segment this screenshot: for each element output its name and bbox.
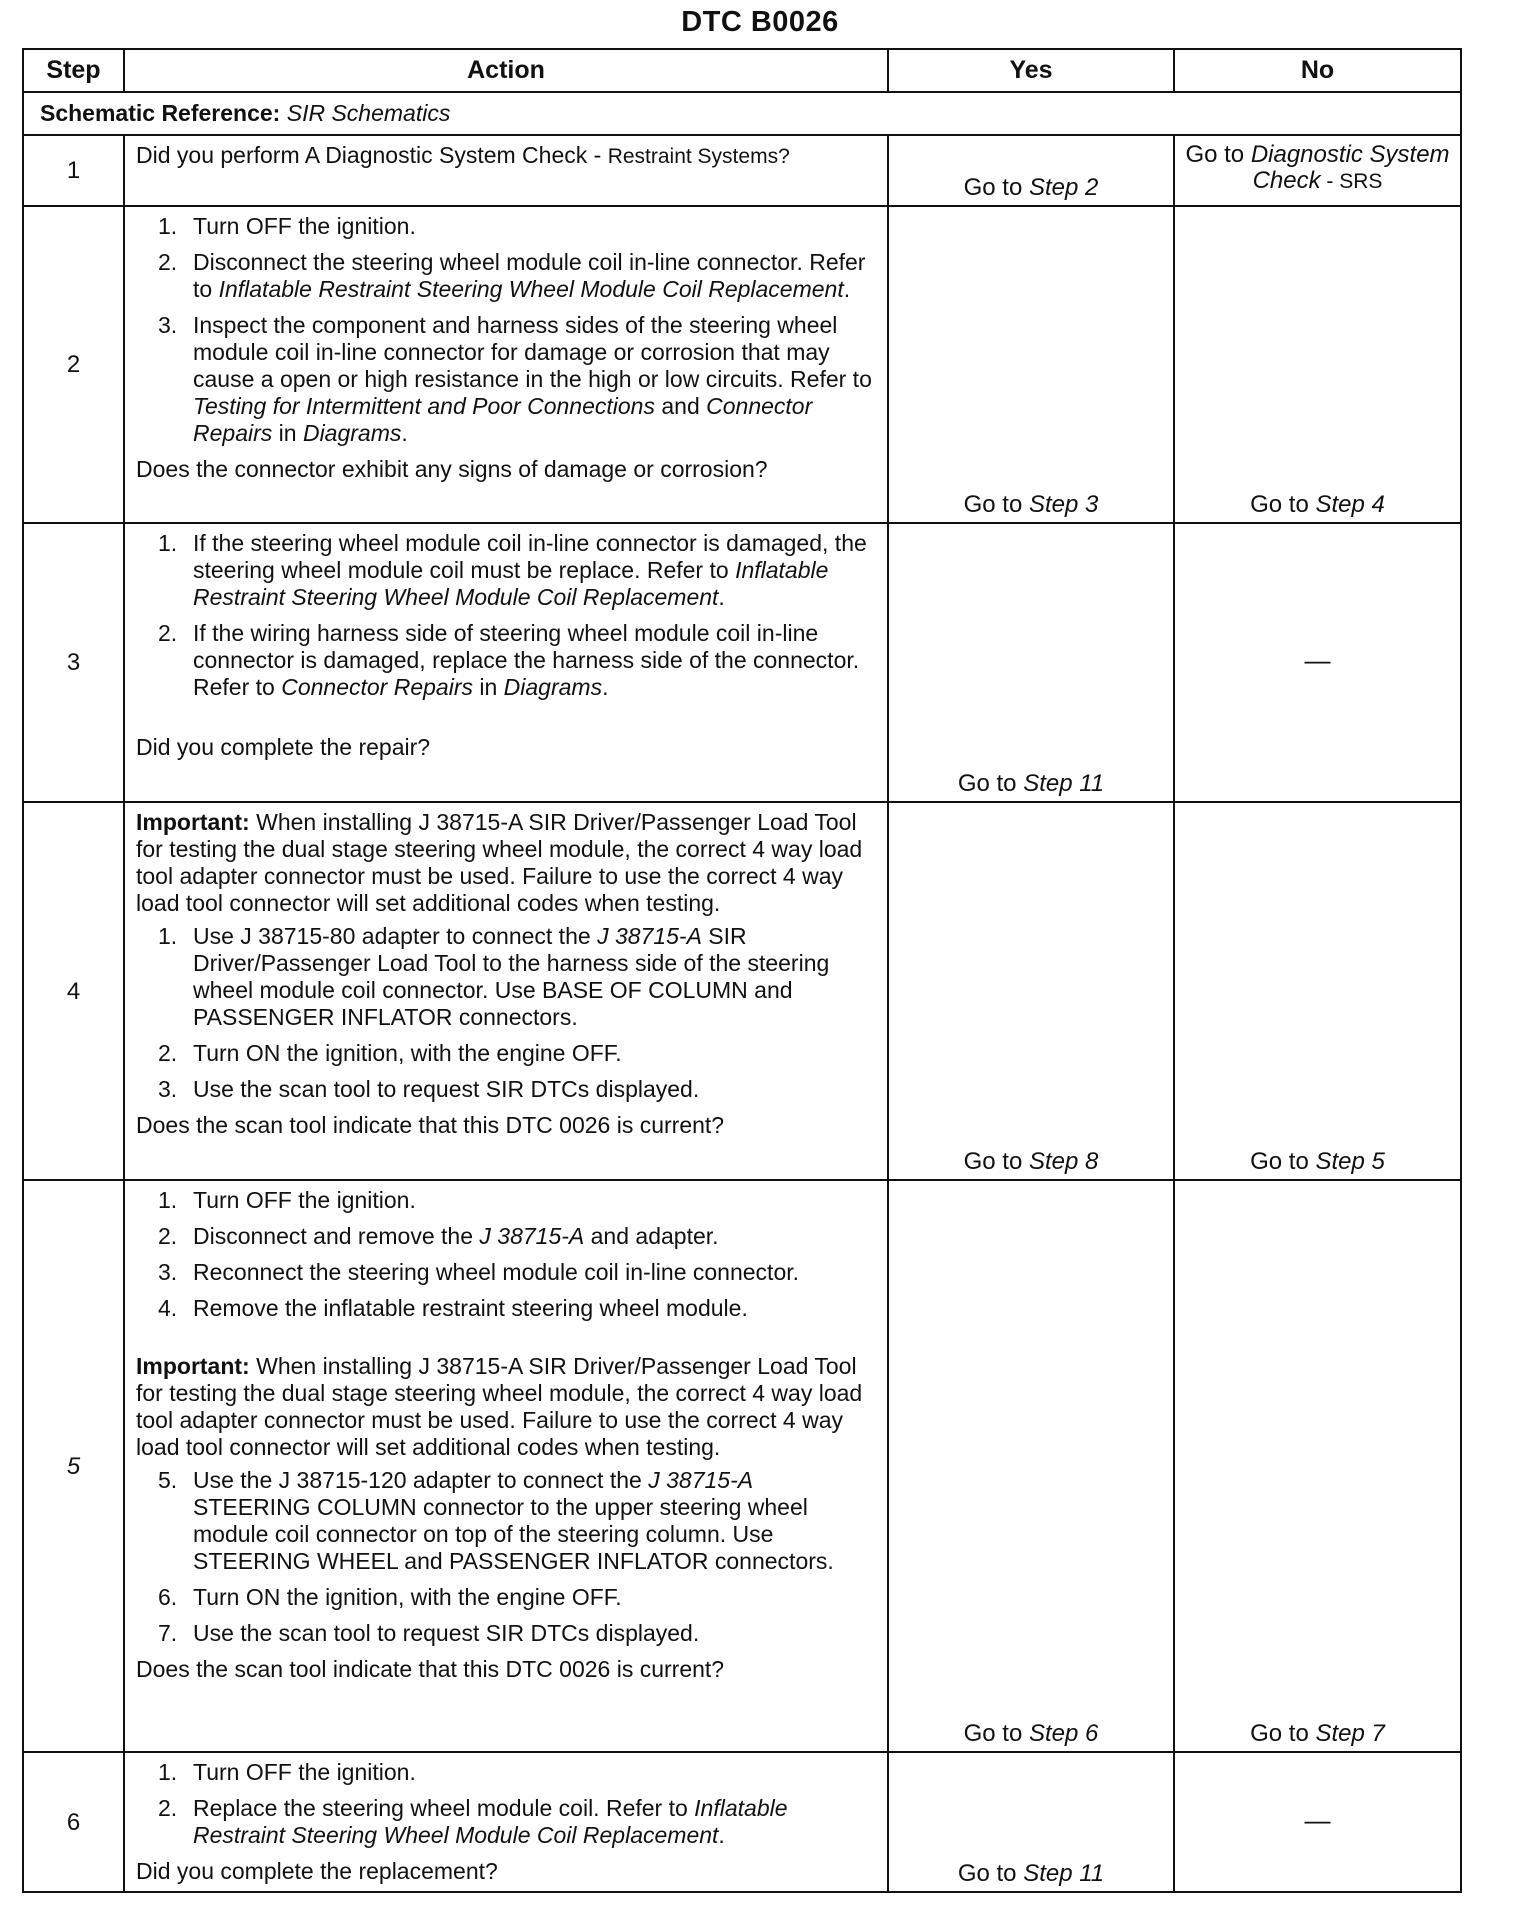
item-number: 6. — [158, 1584, 178, 1610]
item-end: . — [843, 276, 851, 302]
item-number: 1. — [158, 213, 178, 239]
item-text: Use the J 38715-120 adapter to connect the — [193, 1467, 649, 1493]
important-label: Important: — [136, 809, 250, 835]
header-no: No — [1174, 49, 1461, 92]
item-text: Use J 38715-80 adapter to connect the — [193, 923, 598, 949]
item-end: and adapter. — [584, 1223, 719, 1249]
no-prefix: Go to — [1185, 141, 1251, 168]
item-end: SIR Driver/Passenger Load Tool to the harness side of the steering wheel module coil connector. Use BASE OF COLUMN and PASSENGER INFLATOR connectors. — [193, 923, 830, 1030]
instruction-list — [136, 1187, 877, 1322]
item-number: 1. — [158, 530, 178, 556]
instruction-list — [136, 1467, 877, 1647]
list-item — [136, 1223, 877, 1250]
question-text: Did you perform A Diagnostic System Check - — [136, 142, 608, 168]
no-cell[interactable] — [1174, 135, 1461, 206]
item-number: 4. — [158, 1295, 178, 1321]
yes-cell[interactable] — [888, 1752, 1174, 1892]
schematic-row — [23, 92, 1461, 135]
list-item — [136, 1295, 877, 1322]
yes-link[interactable]: Step 3 — [1028, 491, 1099, 518]
item-text: Turn ON the ignition, with the engine OFF. — [193, 1584, 622, 1610]
list-item — [136, 1187, 877, 1214]
list-item — [136, 1467, 877, 1575]
list-item — [136, 312, 877, 447]
important-text: When installing J 38715-A SIR Driver/Passenger Load Tool for testing the dual stage steering wheel module, the correct 4 way load tool adapter connector must be used. Failure to use the correct 4 way load tool connector will set additional codes when testing. — [136, 1353, 863, 1460]
spacer — [136, 710, 877, 732]
step-number: 2 — [23, 206, 124, 523]
item-number: 1. — [158, 1187, 178, 1213]
no-cell: — — [1174, 1752, 1461, 1892]
list-item — [136, 1040, 877, 1067]
yes-prefix: Go to — [957, 770, 1024, 797]
reference-link[interactable]: Connector Repairs — [281, 674, 473, 700]
instruction-list — [136, 213, 877, 447]
schematic-label: Schematic Reference: — [40, 100, 281, 126]
list-item — [136, 1795, 877, 1849]
no-cell[interactable] — [1174, 206, 1461, 523]
header-action: Action — [124, 49, 888, 92]
yes-prefix: Go to — [963, 491, 1029, 518]
header-yes: Yes — [888, 49, 1174, 92]
item-text: in — [272, 420, 303, 446]
yes-link[interactable]: Step 11 — [1023, 770, 1105, 797]
table-row — [23, 1180, 1461, 1752]
item-text: Turn OFF the ignition. — [193, 1759, 416, 1785]
yes-link[interactable]: Step 8 — [1028, 1148, 1099, 1175]
important-label: Important: — [136, 1353, 250, 1379]
step-number: 4 — [23, 802, 124, 1180]
table-row — [23, 802, 1461, 1180]
reference-link[interactable]: Inflatable Restraint Steering Wheel Module Coil Replacement — [193, 1795, 788, 1848]
question: Does the scan tool indicate that this DTC 0026 is current? — [136, 1656, 725, 1682]
reference-link[interactable]: J 38715-A — [597, 923, 702, 949]
no-link[interactable]: Step 7 — [1315, 1720, 1385, 1747]
no-link[interactable]: Step 5 — [1315, 1148, 1385, 1175]
item-text: Use the scan tool to request SIR DTCs displayed. — [193, 1620, 700, 1646]
item-number: 3. — [158, 1259, 178, 1285]
table-row — [23, 135, 1461, 206]
no-prefix: Go to — [1250, 491, 1316, 518]
item-text: Disconnect the steering wheel module coil in-line connector. Refer to — [193, 249, 866, 302]
no-suffix: - SRS — [1320, 170, 1383, 193]
item-number: 2. — [158, 620, 178, 646]
no-cell[interactable] — [1174, 802, 1461, 1180]
question: Did you complete the repair? — [136, 734, 431, 760]
header-step: Step — [23, 49, 124, 92]
schematic-link[interactable]: SIR Schematics — [286, 100, 451, 126]
item-end: . — [602, 674, 609, 700]
item-text: If the wiring harness side of steering wheel module coil in-line connector is damaged, replace the harness side of the connector. Refer to — [193, 620, 860, 700]
item-number: 2. — [158, 1795, 178, 1821]
table-row — [23, 1752, 1461, 1892]
question — [136, 142, 877, 170]
item-number: 2. — [158, 249, 178, 275]
spacer — [136, 1331, 877, 1353]
yes-cell[interactable] — [888, 206, 1174, 523]
item-end: . — [718, 1822, 725, 1848]
yes-link[interactable]: Step 11 — [1023, 1860, 1105, 1887]
no-link[interactable]: Step 4 — [1315, 491, 1385, 518]
question: Does the connector exhibit any signs of damage or corrosion? — [136, 456, 768, 482]
reference-link[interactable]: J 38715-A — [479, 1223, 585, 1249]
list-item — [136, 213, 877, 240]
list-item — [136, 1259, 877, 1286]
action-cell — [124, 523, 888, 802]
item-number: 2. — [158, 1223, 178, 1249]
table-row — [23, 206, 1461, 523]
important-note — [136, 1353, 877, 1461]
instruction-list — [136, 923, 877, 1103]
no-cell: — — [1174, 523, 1461, 802]
question-text-tail: Restraint Systems? — [607, 145, 790, 168]
item-number: 1. — [158, 923, 178, 949]
reference-link[interactable]: J 38715-A — [648, 1467, 754, 1493]
item-number: 5. — [158, 1467, 178, 1493]
item-text: Replace the steering wheel module coil. Refer to — [193, 1795, 695, 1821]
item-text: in — [472, 674, 504, 700]
list-item — [136, 530, 877, 611]
reference-link[interactable]: Inflatable Restraint Steering Wheel Module Coil Replacement — [218, 276, 844, 302]
header-row — [23, 49, 1461, 92]
item-number: 3. — [158, 1076, 178, 1102]
step-number: 1 — [23, 135, 124, 206]
item-number: 3. — [158, 312, 178, 338]
important-note — [136, 809, 877, 917]
no-link[interactable]: Diagnostic System Check — [1250, 141, 1450, 194]
list-item — [136, 923, 877, 1031]
action-cell — [124, 1752, 888, 1892]
important-text: When installing J 38715-A SIR Driver/Passenger Load Tool for testing the dual stage steering wheel module, the correct 4 way load tool adapter connector must be used. Failure to use the correct 4 way load tool connector will set additional codes when testing. — [136, 809, 863, 916]
list-item — [136, 1584, 877, 1611]
step-number: 5 — [23, 1180, 124, 1752]
yes-prefix: Go to — [963, 1148, 1029, 1175]
diagnostic-table — [22, 48, 1462, 1893]
reference-link[interactable]: Diagrams — [503, 674, 603, 700]
yes-link[interactable]: Step 6 — [1028, 1720, 1099, 1747]
list-item — [136, 1759, 877, 1786]
item-text: Disconnect and remove the — [193, 1223, 480, 1249]
table-row — [23, 523, 1461, 802]
item-end: . — [401, 420, 408, 446]
item-text: Reconnect the steering wheel module coil in-line connector. — [193, 1259, 800, 1285]
schematic-reference — [23, 92, 1461, 135]
item-end: STEERING COLUMN connector to the upper steering wheel module coil connector on top of the steering column. Use STEERING WHEEL and PASSENGER INFLATOR connectors. — [193, 1494, 834, 1574]
list-item — [136, 620, 877, 701]
no-cell[interactable] — [1174, 1180, 1461, 1752]
no-prefix: Go to — [1250, 1720, 1316, 1747]
yes-prefix: Go to — [963, 1720, 1029, 1747]
item-number: 7. — [158, 1620, 178, 1646]
instruction-list — [136, 1759, 877, 1849]
item-text: Turn OFF the ignition. — [193, 213, 416, 239]
yes-cell[interactable] — [888, 135, 1174, 206]
question: Did you complete the replacement? — [136, 1858, 498, 1884]
step-number: 6 — [23, 1752, 124, 1892]
yes-cell[interactable] — [888, 523, 1174, 802]
yes-cell[interactable] — [888, 802, 1174, 1180]
item-number: 1. — [158, 1759, 178, 1785]
no-prefix: Go to — [1250, 1148, 1316, 1175]
instruction-list — [136, 530, 877, 701]
yes-prefix: Go to — [963, 174, 1029, 201]
yes-prefix: Go to — [957, 1860, 1024, 1887]
step-number: 3 — [23, 523, 124, 802]
reference-link[interactable]: Connector Repairs — [193, 393, 813, 446]
action-cell — [124, 206, 888, 523]
list-item — [136, 1620, 877, 1647]
page-title: DTC B0026 — [681, 6, 839, 38]
action-cell — [124, 1180, 888, 1752]
item-text: If the steering wheel module coil in-line connector is damaged, the steering wheel module coil must be replace. Refer to — [193, 530, 867, 583]
question: Does the scan tool indicate that this DTC 0026 is current? — [136, 1112, 725, 1138]
action-cell — [124, 802, 888, 1180]
action-cell — [124, 135, 888, 206]
item-end: . — [718, 584, 725, 610]
reference-link[interactable]: Diagrams — [302, 420, 402, 446]
yes-cell[interactable] — [888, 1180, 1174, 1752]
item-text: Turn ON the ignition, with the engine OFF. — [193, 1040, 622, 1066]
item-text: Remove the inflatable restraint steering wheel module. — [193, 1295, 748, 1321]
yes-link[interactable]: Step 2 — [1028, 174, 1099, 201]
item-text: Turn OFF the ignition. — [193, 1187, 416, 1213]
reference-link[interactable]: Testing for Intermittent and Poor Connections — [193, 393, 655, 419]
item-text: Inspect the component and harness sides of the steering wheel module coil in-line connector for damage or corrosion that may cause a open or high resistance in the high or low circuits. Refer to — [193, 312, 872, 392]
item-text: and — [654, 393, 707, 419]
item-text: Use the scan tool to request SIR DTCs displayed. — [193, 1076, 700, 1102]
item-number: 2. — [158, 1040, 178, 1066]
list-item — [136, 1076, 877, 1103]
reference-link[interactable]: Inflatable Restraint Steering Wheel Module Coil Replacement — [193, 557, 829, 610]
list-item — [136, 249, 877, 303]
